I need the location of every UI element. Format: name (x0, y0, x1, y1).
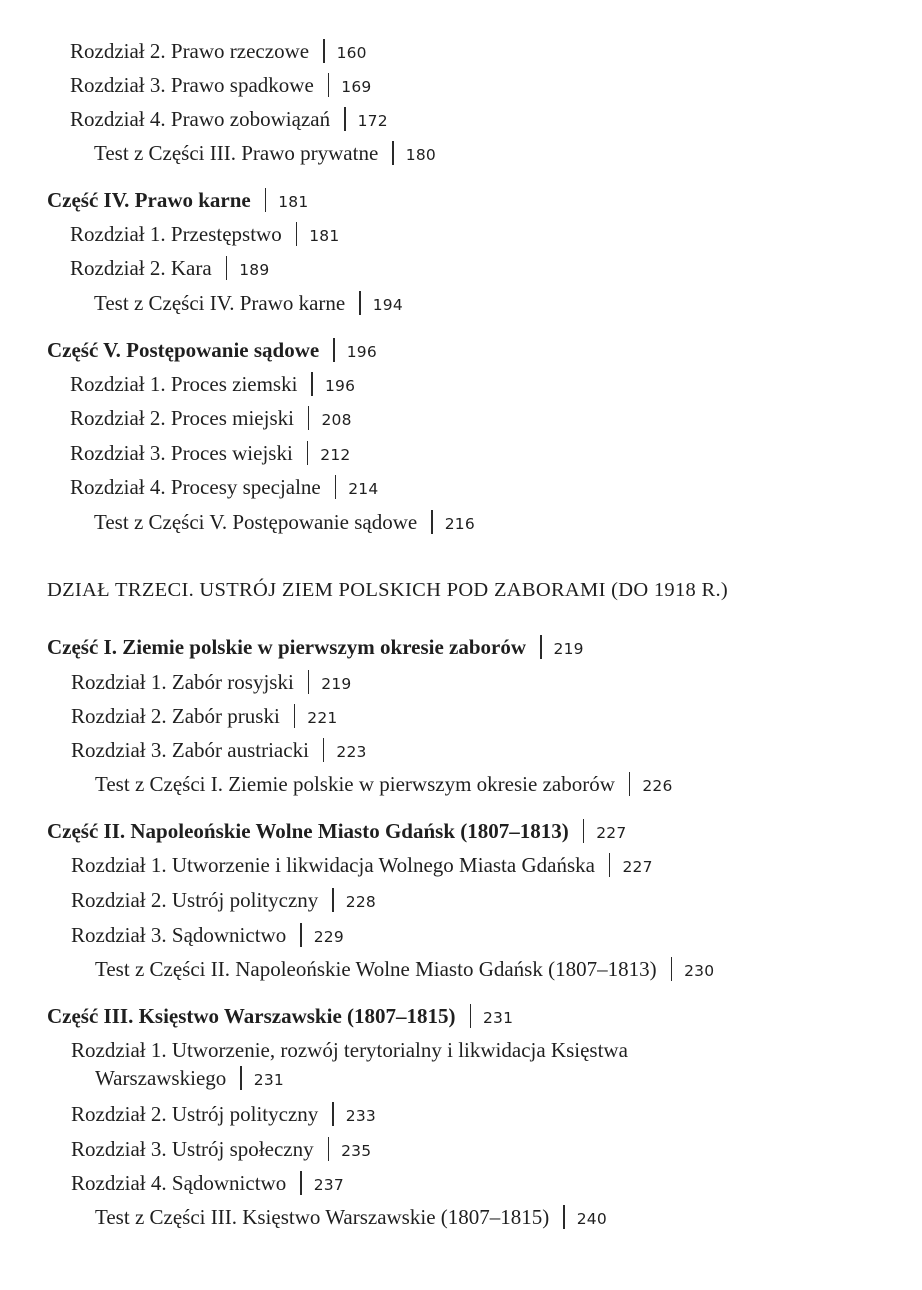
toc-entry-test (95, 1203, 607, 1233)
entry-title: Rozdział 2. Proces miejski (70, 406, 294, 430)
toc-entry-chapter (70, 105, 388, 135)
page-number: 226 (642, 777, 673, 795)
separator-bar (226, 256, 228, 280)
separator-bar (308, 670, 310, 694)
separator-bar (323, 39, 325, 63)
toc-entry-chapter (70, 439, 350, 469)
page-number: 231 (483, 1009, 514, 1027)
toc-entry-chapter (70, 220, 339, 250)
toc-entry-part (47, 1002, 513, 1032)
page-number: 212 (320, 446, 351, 464)
toc-entry-chapter (71, 921, 344, 951)
toc-entry-chapter (71, 886, 376, 916)
separator-bar (540, 635, 542, 659)
toc-entry-part (47, 186, 308, 216)
entry-title: Część I. Ziemie polskie w pierwszym okresie zaborów (47, 635, 527, 659)
entry-title: Część II. Napoleońskie Wolne Miasto Gdańsk (1807–1813) (47, 819, 569, 843)
entry-title: Rozdział 3. Ustrój społeczny (71, 1137, 314, 1161)
entry-title: Rozdział 3. Zabór austriacki (71, 738, 309, 762)
toc-entry-chapter (71, 1169, 344, 1199)
separator-bar (332, 888, 334, 912)
separator-bar (335, 475, 337, 499)
entry-title: Test z Części IV. Prawo karne (94, 291, 346, 315)
separator-bar (671, 957, 673, 981)
separator-bar (328, 1137, 330, 1161)
entry-title: Rozdział 4. Sądownictwo (71, 1171, 287, 1195)
separator-bar (583, 819, 585, 843)
page-number: 233 (345, 1107, 376, 1125)
separator-bar (332, 1102, 334, 1126)
page-number: 189 (239, 261, 270, 279)
page-number: 196 (346, 343, 377, 361)
entry-title: Rozdział 1. Utworzenie i likwidacja Wolnego Miasta Gdańska (71, 853, 595, 877)
page-number: 235 (341, 1142, 372, 1160)
entry-title-line2: Warszawskiego (95, 1066, 227, 1090)
entry-title: Rozdział 2. Zabór pruski (71, 704, 280, 728)
page-number: 228 (345, 893, 376, 911)
page-number: 216 (444, 515, 475, 533)
entry-title: Rozdział 1. Proces ziemski (70, 372, 298, 396)
toc-entry-chapter (70, 71, 371, 101)
page-number: 229 (313, 928, 344, 946)
entry-title: Część V. Postępowanie sądowe (47, 338, 320, 362)
entry-title: Test z Części III. Księstwo Warszawskie (1807–1815) (95, 1205, 550, 1229)
page-number: 160 (336, 44, 367, 62)
page-number: 240 (576, 1210, 607, 1228)
toc-entry-chapter (70, 37, 367, 67)
toc-entry-chapter (70, 370, 355, 400)
separator-bar (392, 141, 394, 165)
page-number: 223 (336, 743, 367, 761)
entry-title: Część III. Księstwo Warszawskie (1807–1815) (47, 1004, 456, 1028)
page-number: 230 (684, 962, 715, 980)
page-number: 180 (405, 146, 436, 164)
page-number: 181 (278, 193, 309, 211)
page-number: 221 (307, 709, 338, 727)
entry-title: Rozdział 2. Prawo rzeczowe (70, 39, 310, 63)
page-number: 169 (341, 78, 372, 96)
toc-entry-part (47, 633, 584, 663)
toc-entry-chapter (71, 851, 653, 881)
toc-entry-chapter (70, 404, 352, 434)
toc-entry-chapter (70, 254, 269, 284)
page-number: 208 (321, 411, 352, 429)
separator-bar (311, 372, 313, 396)
page-number: 214 (348, 480, 379, 498)
separator-bar (307, 441, 309, 465)
entry-title: Rozdział 1. Przestępstwo (70, 222, 282, 246)
entry-title: Rozdział 1. Zabór rosyjski (71, 670, 294, 694)
entry-title: Rozdział 3. Sądownictwo (71, 923, 287, 947)
section-heading-text: DZIAŁ TRZECI. USTRÓJ ZIEM POLSKICH POD ZABORAMI (DO 1918 R.) (47, 579, 729, 601)
toc-entry-chapter (70, 473, 378, 503)
entry-title: Rozdział 3. Prawo spadkowe (70, 73, 314, 97)
page-number: 219 (553, 640, 584, 658)
toc-entry-chapter (71, 1100, 376, 1130)
separator-bar (609, 853, 611, 877)
separator-bar (359, 291, 361, 315)
page-number: 237 (313, 1176, 344, 1194)
separator-bar (431, 510, 433, 534)
separator-bar (296, 222, 298, 246)
separator-bar (629, 772, 631, 796)
toc-entry-test (95, 770, 673, 800)
separator-bar (333, 338, 335, 362)
toc-entry-test (94, 508, 475, 538)
entry-title: Rozdział 3. Proces wiejski (70, 441, 293, 465)
separator-bar (328, 73, 330, 97)
toc-entry-test (94, 139, 436, 169)
separator-bar (265, 188, 267, 212)
entry-title: Rozdział 2. Ustrój polityczny (71, 888, 319, 912)
toc-entry-test (94, 289, 403, 319)
toc-entry-test (95, 955, 714, 985)
entry-title-continued (71, 1064, 628, 1094)
entry-title: Rozdział 2. Kara (70, 256, 212, 280)
separator-bar (240, 1066, 242, 1090)
page-number: 231 (253, 1071, 284, 1089)
entry-title: Test z Części I. Ziemie polskie w pierwszym okresie zaborów (95, 772, 615, 796)
page-number: 194 (372, 296, 403, 314)
separator-bar (323, 738, 325, 762)
separator-bar (344, 107, 346, 131)
toc-entry-part (47, 336, 377, 366)
page-number: 219 (321, 675, 352, 693)
toc-entry-chapter (71, 702, 337, 732)
separator-bar (300, 1171, 302, 1195)
entry-title: Test z Części II. Napoleońskie Wolne Miasto Gdańsk (1807–1813) (95, 957, 657, 981)
page-number: 196 (324, 377, 356, 395)
page-number: 172 (357, 112, 388, 130)
separator-bar (300, 923, 302, 947)
section-heading (47, 576, 728, 604)
entry-title: Rozdział 2. Ustrój polityczny (71, 1102, 319, 1126)
separator-bar (294, 704, 296, 728)
separator-bar (470, 1004, 472, 1028)
page-number: 227 (622, 858, 653, 876)
entry-title: Test z Części III. Prawo prywatne (94, 141, 379, 165)
entry-title: Rozdział 4. Prawo zobowiązań (70, 107, 331, 131)
entry-title: Rozdział 4. Procesy specjalne (70, 475, 321, 499)
separator-bar (308, 406, 310, 430)
page-number: 181 (309, 227, 340, 245)
toc-entry-chapter (71, 668, 351, 698)
toc-entry-part (47, 817, 626, 847)
page-number: 227 (596, 824, 627, 842)
entry-title: Rozdział 1. Utworzenie, rozwój terytorialny i likwidacja Księstwa (71, 1038, 628, 1062)
toc-entry-chapter (71, 1036, 628, 1094)
toc-entry-chapter (71, 1135, 371, 1165)
entry-title: Test z Części V. Postępowanie sądowe (94, 510, 418, 534)
separator-bar (563, 1205, 565, 1229)
toc-entry-chapter (71, 736, 367, 766)
entry-title: Część IV. Prawo karne (47, 188, 251, 212)
